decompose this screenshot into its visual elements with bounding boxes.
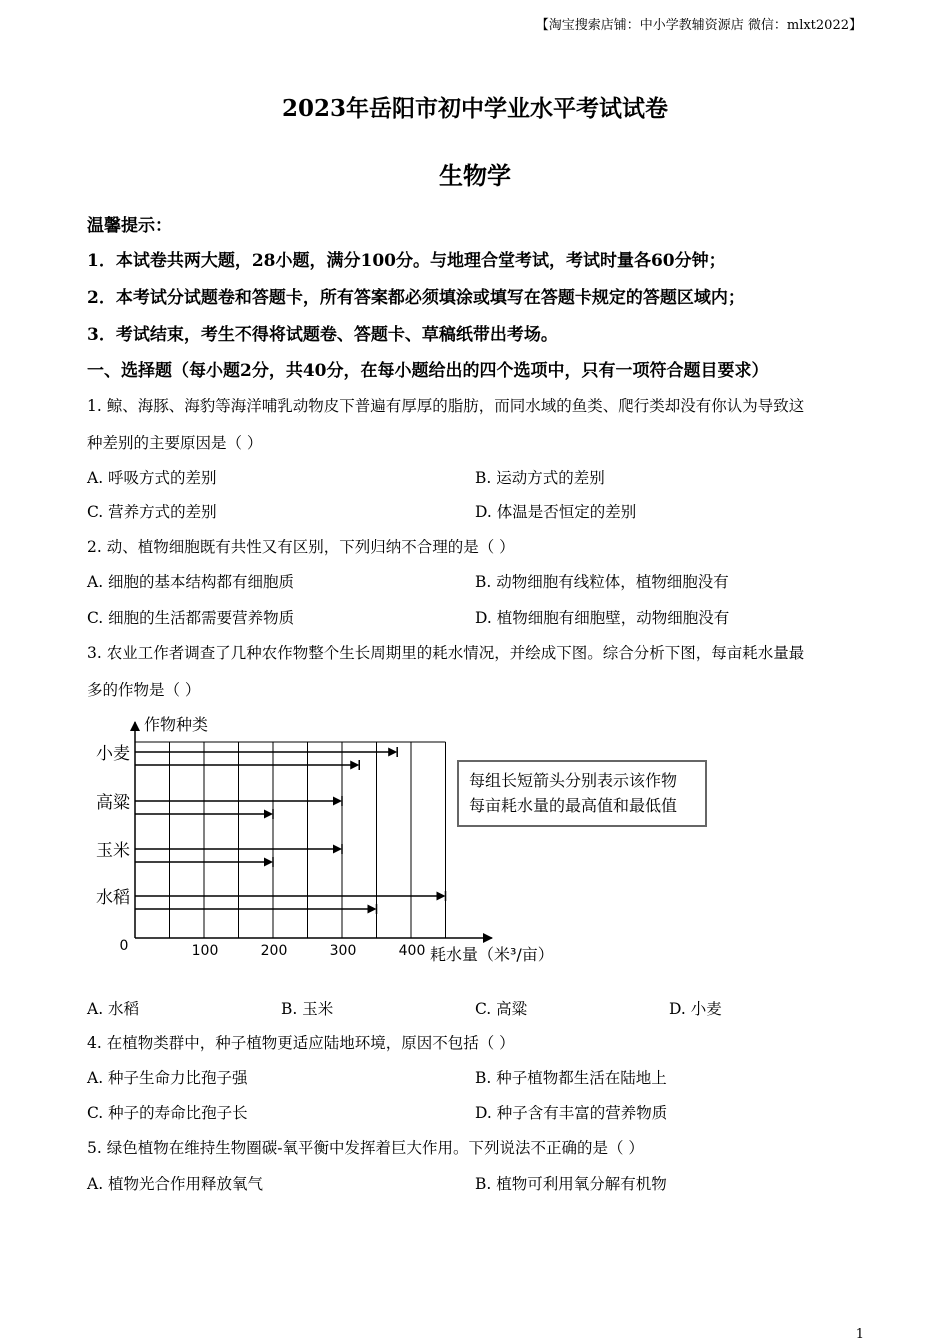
annotation-line-2: 每亩耗水量的最高值和最低值 — [469, 796, 678, 815]
arrow-head — [388, 748, 397, 757]
q3-option-b: B. 玉米 — [281, 1000, 334, 1018]
q4-option-a: A. 种子生命力比孢子强 — [87, 1069, 248, 1087]
x-axis-label: 耗水量（米³/亩） — [430, 945, 554, 964]
q1-option-d: D. 体温是否恒定的差别 — [475, 503, 637, 521]
arrow-head — [264, 810, 273, 819]
q3-option-a: A. 水稻 — [87, 1000, 140, 1018]
page-number: 1 — [855, 1327, 864, 1342]
arrow-head — [350, 761, 359, 770]
q4-option-d: D. 种子含有丰富的营养物质 — [475, 1104, 668, 1122]
q2-stem: 2. 动、植物细胞既有共性又有区别，下列归纳不合理的是（ ） — [87, 538, 515, 556]
q4-option-b: B. 种子植物都生活在陆地上 — [475, 1069, 667, 1087]
q5-option-a: A. 植物光合作用释放氧气 — [87, 1175, 264, 1193]
x-tick-labels — [192, 943, 426, 959]
q1-option-a: A. 呼吸方式的差别 — [87, 469, 217, 487]
category-label: 玉米 — [96, 841, 130, 861]
arrow-head — [437, 892, 446, 901]
x-tick-label: 200 — [260, 943, 288, 959]
chart-annotation — [457, 760, 707, 827]
annotation-line-1: 每组长短箭头分别表示该作物 — [469, 771, 678, 790]
category-label: 水稻 — [96, 888, 130, 908]
q1-stem-line1: 1. 鲸、海豚、海豹等海洋哺乳动物皮下普遍有厚厚的脂肪，而同水域的鱼类、爬行类却没有你认为导致这 — [87, 397, 805, 415]
q3-option-c: C. 高粱 — [475, 1000, 528, 1018]
arrow-head — [333, 797, 342, 806]
water-consumption-chart — [88, 708, 568, 972]
q5-stem: 5. 绿色植物在维持生物圈碳-氧平衡中发挥着巨大作用。下列说法不正确的是（ ） — [87, 1139, 644, 1157]
category-label: 小麦 — [96, 744, 130, 764]
header-note: 【淘宝搜索店铺：中小学教辅资源店 微信：mlxt2022】 — [535, 18, 862, 33]
q5-option-b: B. 植物可利用氧分解有机物 — [475, 1175, 667, 1193]
q3-stem-line1: 3. 农业工作者调查了几种农作物整个生长周期里的耗水情况，并绘成下图。综合分析下图，每亩耗水量最 — [87, 644, 805, 662]
section-heading: 一、选择题（每小题2分，共40分，在每小题给出的四个选项中，只有一项符合题目要求） — [87, 361, 769, 381]
x-tick-label: 300 — [329, 943, 357, 959]
x-tick-label: 400 — [398, 943, 426, 959]
origin-label: 0 — [119, 938, 129, 954]
exam-subject: 生物学 — [439, 161, 511, 190]
exam-title: 2023年岳阳市初中学业水平考试试卷 — [281, 95, 668, 122]
q1-option-b: B. 运动方式的差别 — [475, 469, 605, 487]
tips-heading: 温馨提示： — [87, 216, 172, 236]
y-axis-label: 作物种类 — [144, 715, 209, 734]
q1-option-c: C. 营养方式的差别 — [87, 503, 217, 521]
arrow-head — [333, 845, 342, 854]
x-tick-label: 100 — [191, 943, 219, 959]
q2-option-a: A. 细胞的基本结构都有细胞质 — [87, 573, 295, 591]
q2-option-b: B. 动物细胞有线粒体，植物细胞没有 — [475, 573, 729, 591]
q2-option-d: D. 植物细胞有细胞壁，动物细胞没有 — [475, 609, 730, 627]
category-label: 高粱 — [96, 793, 130, 813]
q1-stem-line2: 种差别的主要原因是（ ） — [87, 434, 263, 452]
q4-stem: 4. 在植物类群中，种子植物更适应陆地环境，原因不包括（ ） — [87, 1034, 515, 1052]
category-labels — [96, 744, 131, 908]
q3-stem-line2: 多的作物是（ ） — [87, 681, 201, 699]
q4-option-c: C. 种子的寿命比孢子长 — [87, 1104, 248, 1122]
arrow-head — [264, 858, 273, 867]
tip-3: 3．考试结束，考生不得将试题卷、答题卡、草稿纸带出考场。 — [87, 325, 558, 345]
q2-option-c: C. 细胞的生活都需要营养物质 — [87, 609, 295, 627]
tip-2: 2．本考试分试题卷和答题卡，所有答案都必须填涂或填写在答题卡规定的答题区域内； — [87, 288, 745, 308]
tip-1: 1．本试卷共两大题，28小题，满分100分。与地理合堂考试，考试时量各60分钟； — [87, 251, 726, 271]
q3-option-d: D. 小麦 — [669, 1000, 722, 1018]
chart-arrows — [135, 747, 446, 914]
arrow-head — [368, 905, 377, 914]
